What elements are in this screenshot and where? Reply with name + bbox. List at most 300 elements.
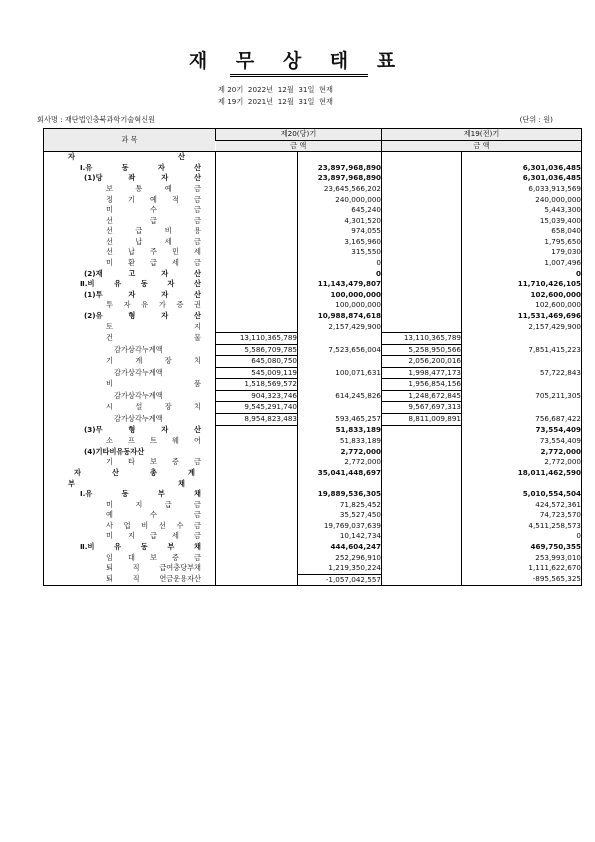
account-name-part: 지 [194, 321, 201, 331]
account-name-part: 소 [106, 436, 113, 446]
account-name-part: Ⅱ.비 [80, 542, 95, 551]
account-name [44, 402, 216, 414]
account-name-part: 산 [194, 289, 201, 299]
current-detail-amount: 9,545,291,740 [216, 402, 298, 414]
account-name [44, 489, 216, 500]
table-row [44, 457, 582, 468]
table-row [44, 574, 582, 586]
account-name-part: 감가상각누계액 [114, 390, 163, 400]
prior-amount: 74,723,570 [462, 510, 582, 521]
prior-detail-amount [382, 300, 462, 311]
account-name-part: 트 [150, 436, 157, 446]
account-name-part: 지 [135, 499, 143, 509]
prior-amount: -895,565,325 [462, 574, 582, 586]
account-name [44, 425, 216, 436]
header-prior-period: 제19(전)기 [382, 129, 582, 141]
account-name-part: (4)기타비유동자산 [84, 446, 145, 456]
account-name-part: 미 [106, 531, 113, 541]
account-name-part: 금 [194, 457, 201, 467]
account-name-part: 납 [135, 236, 143, 246]
title-underline [230, 74, 368, 77]
table-row [44, 390, 582, 402]
prior-amount: 0 [462, 269, 582, 280]
account-name-part: 보 [150, 552, 157, 562]
account-name [44, 521, 216, 532]
prior-detail-amount [382, 279, 462, 290]
account-name-part: 계 [135, 356, 143, 366]
account-name-part: 형 [128, 310, 136, 320]
account-name-part: 수 [150, 510, 157, 520]
account-name [44, 356, 216, 368]
current-detail-amount [216, 521, 298, 532]
balance-sheet-table [43, 128, 582, 586]
account-name-part: 형 [128, 425, 136, 435]
account-name-part: 비 [106, 379, 113, 389]
current-detail-amount [216, 425, 298, 436]
current-detail-amount [216, 531, 298, 542]
prior-detail-amount [382, 489, 462, 500]
prior-amount [462, 479, 582, 490]
account-name-part: 계 [188, 467, 195, 477]
table-row [44, 194, 582, 205]
account-name [44, 152, 216, 163]
current-amount: 23,897,968,890 [298, 173, 382, 184]
account-name-part: 보 [106, 183, 113, 193]
account-name-part: 부 [167, 542, 175, 551]
account-name-part: 산 [194, 279, 201, 289]
prior-detail-amount [382, 184, 462, 195]
account-name-part: 예 [164, 183, 172, 193]
current-amount: 240,000,000 [298, 194, 382, 205]
prior-detail-amount [382, 321, 462, 332]
header-account: 과 목 [44, 129, 216, 152]
prior-amount: 102,600,000 [462, 300, 582, 311]
current-amount [298, 402, 382, 414]
account-name-part: 직 [132, 574, 140, 584]
account-name [44, 194, 216, 205]
account-name-part: 기 [106, 457, 113, 467]
account-name-part: 총 [150, 467, 157, 477]
account-name-part: 투 [106, 300, 113, 310]
account-name [44, 344, 216, 356]
account-name-part: 세 [172, 531, 179, 541]
prior-detail-amount [382, 542, 462, 553]
prior-detail-amount [382, 531, 462, 542]
account-name-part: 비 [164, 226, 172, 236]
prior-detail-amount [382, 311, 462, 322]
prior-amount: 2,772,000 [462, 447, 582, 458]
table-row [44, 163, 582, 174]
prior-amount [462, 379, 582, 391]
account-name [44, 531, 216, 542]
prior-detail-amount [382, 247, 462, 258]
account-name-part: 미 [106, 499, 113, 509]
table-row [44, 173, 582, 184]
current-amount: 19,889,536,305 [298, 489, 382, 500]
account-name-part: 고 [128, 268, 136, 278]
current-detail-amount [216, 205, 298, 216]
current-detail-amount [216, 574, 298, 586]
prior-amount: 658,040 [462, 226, 582, 237]
account-name-part: 금 [194, 257, 201, 267]
account-name-part: 부 [157, 489, 165, 499]
prior-detail-amount: 1,998,477,173 [382, 367, 462, 379]
current-amount: 2,772,000 [298, 447, 382, 458]
prior-amount: 18,011,462,590 [462, 468, 582, 479]
account-name-part: 토 [106, 321, 113, 331]
account-name-part: 예 [150, 194, 157, 204]
account-name-part: 예 [106, 510, 113, 520]
account-name [44, 447, 216, 458]
current-amount: 35,527,450 [298, 510, 382, 521]
current-amount: 100,000,000 [298, 290, 382, 301]
current-amount [298, 152, 382, 163]
account-name [44, 563, 216, 574]
prior-amount: 253,993,010 [462, 553, 582, 564]
account-name-part: 산 [112, 467, 119, 477]
account-name-part: (1)투 [84, 289, 103, 299]
current-detail-amount: 13,110,365,789 [216, 332, 298, 344]
table-row [44, 425, 582, 436]
prior-detail-amount: 9,567,697,313 [382, 402, 462, 414]
account-name-part: 산 [194, 268, 201, 278]
prior-amount: 705,211,305 [462, 390, 582, 402]
current-detail-amount [216, 173, 298, 184]
prior-detail-amount: 5,258,950,566 [382, 344, 462, 356]
current-amount: 51,833,189 [298, 425, 382, 436]
account-name-part: 임 [106, 552, 113, 562]
prior-detail-amount [382, 290, 462, 301]
current-detail-amount [216, 468, 298, 479]
account-name-part: Ⅱ.비 [80, 279, 95, 289]
table-row [44, 379, 582, 391]
current-amount: 2,157,429,900 [298, 321, 382, 332]
account-name-part: 연금운용자산 [159, 574, 201, 584]
account-name-part: 사 [106, 520, 113, 530]
account-name-part: 자 [157, 162, 165, 172]
account-name-part: 민 [172, 247, 179, 257]
account-name-part: 업 [123, 520, 131, 530]
current-detail-amount [216, 163, 298, 174]
account-name-part: 비 [141, 520, 149, 530]
account-name-part: 산 [194, 173, 201, 183]
current-detail-amount [216, 489, 298, 500]
account-name-part: Ⅰ.유 [80, 162, 93, 172]
account-name-part: 금 [194, 520, 201, 530]
prior-amount [462, 402, 582, 414]
prior-amount: 5,443,300 [462, 205, 582, 216]
table-row [44, 321, 582, 332]
account-name-part: (2)재 [84, 268, 103, 278]
current-amount [298, 332, 382, 344]
current-detail-amount [216, 184, 298, 195]
account-name [44, 184, 216, 195]
current-detail-amount: 645,080,750 [216, 356, 298, 368]
current-amount: 645,240 [298, 205, 382, 216]
account-name-part: 부 [68, 478, 75, 488]
prior-detail-amount: 1,956,854,156 [382, 379, 462, 391]
account-name-part: 가 [158, 300, 166, 310]
account-name-part: 산 [178, 152, 185, 162]
account-name-part: 감가상각누계액 [114, 344, 163, 354]
current-detail-amount [216, 311, 298, 322]
current-detail-amount [216, 194, 298, 205]
table-row [44, 414, 582, 426]
current-detail-amount [216, 542, 298, 553]
account-name-part: 수 [176, 520, 184, 530]
company-name: 회사명 : 재단법인충북과학기술혁신원 [37, 115, 156, 124]
current-detail-amount: 8,954,823,483 [216, 414, 298, 426]
account-name-part: 산 [194, 425, 201, 435]
account-name-part: 금 [194, 499, 201, 509]
prior-amount: 1,007,496 [462, 258, 582, 269]
table-row [44, 367, 582, 379]
prior-detail-amount [382, 205, 462, 216]
prior-amount: 2,157,429,900 [462, 321, 582, 332]
current-amount: 0 [298, 258, 382, 269]
current-detail-amount: 904,323,746 [216, 390, 298, 402]
table-row [44, 226, 582, 237]
current-detail-amount [216, 457, 298, 468]
table-row [44, 402, 582, 414]
prior-amount: 240,000,000 [462, 194, 582, 205]
current-detail-amount [216, 479, 298, 490]
period-current: 제 20기 2022년 12월 31일 현재 [218, 85, 333, 94]
account-name [44, 510, 216, 521]
account-name-part: 지 [128, 531, 135, 541]
current-amount: 1,219,350,224 [298, 563, 382, 574]
prior-detail-amount: 13,110,365,789 [382, 332, 462, 344]
account-name-part: 급여충당부채 [159, 563, 201, 573]
account-name-part: 선 [106, 226, 113, 236]
account-name [44, 542, 216, 553]
table-row [44, 479, 582, 490]
prior-detail-amount [382, 269, 462, 280]
account-name [44, 414, 216, 426]
table-row [44, 300, 582, 311]
table-row [44, 356, 582, 368]
table-row [44, 531, 582, 542]
current-amount [298, 479, 382, 490]
current-detail-amount [216, 553, 298, 564]
account-name-part: (2)유 [84, 310, 103, 320]
current-amount: 23,897,968,890 [298, 163, 382, 174]
prior-detail-amount [382, 521, 462, 532]
prior-detail-amount [382, 258, 462, 269]
account-name-part: 시 [106, 402, 113, 412]
current-amount: 19,769,037,639 [298, 521, 382, 532]
prior-amount: 6,033,913,569 [462, 184, 582, 195]
prior-amount [462, 356, 582, 368]
prior-detail-amount [382, 563, 462, 574]
account-name-part: 미 [106, 257, 113, 267]
prior-amount: 756,687,422 [462, 414, 582, 426]
account-name-part: 대 [128, 552, 135, 562]
current-amount: 10,988,874,618 [298, 311, 382, 322]
current-amount: 444,604,247 [298, 542, 382, 553]
account-name-part: 감가상각누계액 [114, 414, 163, 424]
prior-amount: 11,710,426,105 [462, 279, 582, 290]
current-amount: 100,071,631 [298, 367, 382, 379]
account-name-part: 장 [164, 356, 172, 366]
account-name [44, 163, 216, 174]
prior-detail-amount [382, 436, 462, 447]
account-name-part: 기 [106, 356, 113, 366]
table-row [44, 290, 582, 301]
prior-amount: 0 [462, 531, 582, 542]
prior-amount: 1,111,622,670 [462, 563, 582, 574]
current-detail-amount [216, 258, 298, 269]
current-detail-amount [216, 216, 298, 227]
prior-amount: 179,030 [462, 247, 582, 258]
account-name-part: 타 [128, 457, 135, 467]
account-name-part: 주 [150, 247, 157, 257]
current-detail-amount [216, 321, 298, 332]
account-name-part: 프 [128, 436, 135, 446]
prior-detail-amount [382, 425, 462, 436]
prior-detail-amount [382, 163, 462, 174]
prior-amount: 5,010,554,504 [462, 489, 582, 500]
account-name-part: 퇴 [106, 563, 113, 573]
header-current-period: 제20(당)기 [216, 129, 382, 141]
prior-amount: 4,511,258,573 [462, 521, 582, 532]
account-name [44, 279, 216, 290]
table-row [44, 542, 582, 553]
current-detail-amount [216, 436, 298, 447]
account-name-part: 채 [194, 489, 201, 499]
account-name-part: 급 [164, 499, 172, 509]
account-name-part: 미 [106, 205, 113, 215]
account-name [44, 205, 216, 216]
account-name [44, 379, 216, 391]
account-name-part: 자 [128, 289, 136, 299]
current-amount: 35,041,448,697 [298, 468, 382, 479]
account-name-part: 금 [194, 236, 201, 246]
account-name-part: 자 [68, 152, 75, 162]
table-row [44, 269, 582, 280]
prior-amount: 15,039,400 [462, 216, 582, 227]
account-name [44, 311, 216, 322]
account-name-part: 좌 [128, 173, 136, 183]
current-detail-amount [216, 279, 298, 290]
account-name [44, 321, 216, 332]
current-amount: 0 [298, 269, 382, 280]
table-row [44, 468, 582, 479]
account-name-part: 자 [74, 467, 81, 477]
account-name-part: 금 [194, 215, 201, 225]
document-title: 재 무 상 태 표 [188, 50, 407, 72]
header-amount-prior: 금 액 [382, 140, 582, 152]
account-name-part: 자 [161, 425, 169, 435]
account-name-part: 급 [150, 257, 157, 267]
account-name-part: 물 [194, 333, 201, 343]
account-name-part: 자 [123, 300, 131, 310]
current-detail-amount [216, 500, 298, 511]
prior-amount [462, 332, 582, 344]
account-name-part: 유 [141, 300, 149, 310]
prior-amount: 6,301,036,485 [462, 163, 582, 174]
account-name [44, 173, 216, 184]
account-name [44, 300, 216, 311]
account-name-part: 선 [106, 215, 113, 225]
prior-amount: 7,851,415,223 [462, 344, 582, 356]
prior-detail-amount [382, 553, 462, 564]
account-name-part: Ⅰ.유 [80, 489, 93, 499]
account-name [44, 216, 216, 227]
current-detail-amount [216, 510, 298, 521]
prior-detail-amount [382, 194, 462, 205]
account-name [44, 500, 216, 511]
account-name-part: 채 [194, 542, 201, 551]
account-name [44, 269, 216, 280]
table-row [44, 205, 582, 216]
current-detail-amount: 545,009,119 [216, 367, 298, 379]
header-amount-current: 금 액 [216, 140, 382, 152]
current-amount: 51,833,189 [298, 436, 382, 447]
account-name-part: 유 [114, 279, 122, 289]
account-name-part: 금 [194, 205, 201, 215]
current-detail-amount [216, 447, 298, 458]
account-name-part: 선 [158, 520, 166, 530]
account-name [44, 457, 216, 468]
account-name-part: 유 [114, 542, 122, 551]
account-name-part: 채 [178, 478, 185, 488]
account-name-part: 증 [172, 552, 179, 562]
table-row [44, 237, 582, 248]
account-name [44, 290, 216, 301]
current-amount [298, 356, 382, 368]
account-name [44, 553, 216, 564]
current-amount: 3,165,960 [298, 237, 382, 248]
account-name-part: 웨 [172, 436, 179, 446]
account-name [44, 367, 216, 379]
prior-detail-amount [382, 510, 462, 521]
table-row [44, 216, 582, 227]
current-amount: 593,465,257 [298, 414, 382, 426]
prior-detail-amount: 2,056,200,016 [382, 356, 462, 368]
current-detail-amount [216, 226, 298, 237]
current-detail-amount [216, 237, 298, 248]
account-name-part: 품 [194, 379, 201, 389]
unit-label: (단위 : 원) [519, 115, 553, 124]
account-name-part: 수 [150, 205, 157, 215]
current-amount: 23,645,566,202 [298, 184, 382, 195]
prior-amount: 1,795,650 [462, 237, 582, 248]
current-detail-amount [216, 152, 298, 163]
prior-amount: 73,554,409 [462, 436, 582, 447]
account-name [44, 574, 216, 586]
account-name-part: 세 [194, 247, 201, 257]
table-row [44, 489, 582, 500]
table-row [44, 500, 582, 511]
prior-amount: 6,301,036,485 [462, 173, 582, 184]
account-name-part: 급 [150, 215, 157, 225]
account-name-part: 금 [194, 194, 201, 204]
current-detail-amount [216, 300, 298, 311]
period-prior: 제 19기 2021년 12월 31일 현재 [218, 97, 333, 106]
account-name-part: 통 [135, 183, 143, 193]
account-name [44, 468, 216, 479]
current-amount: 11,143,479,807 [298, 279, 382, 290]
current-amount: 974,055 [298, 226, 382, 237]
prior-amount: 57,722,843 [462, 367, 582, 379]
prior-amount: 2,772,000 [462, 457, 582, 468]
prior-detail-amount [382, 152, 462, 163]
current-detail-amount: 1,518,569,572 [216, 379, 298, 391]
prior-amount [462, 152, 582, 163]
table-row [44, 332, 582, 344]
current-amount: 614,245,826 [298, 390, 382, 402]
